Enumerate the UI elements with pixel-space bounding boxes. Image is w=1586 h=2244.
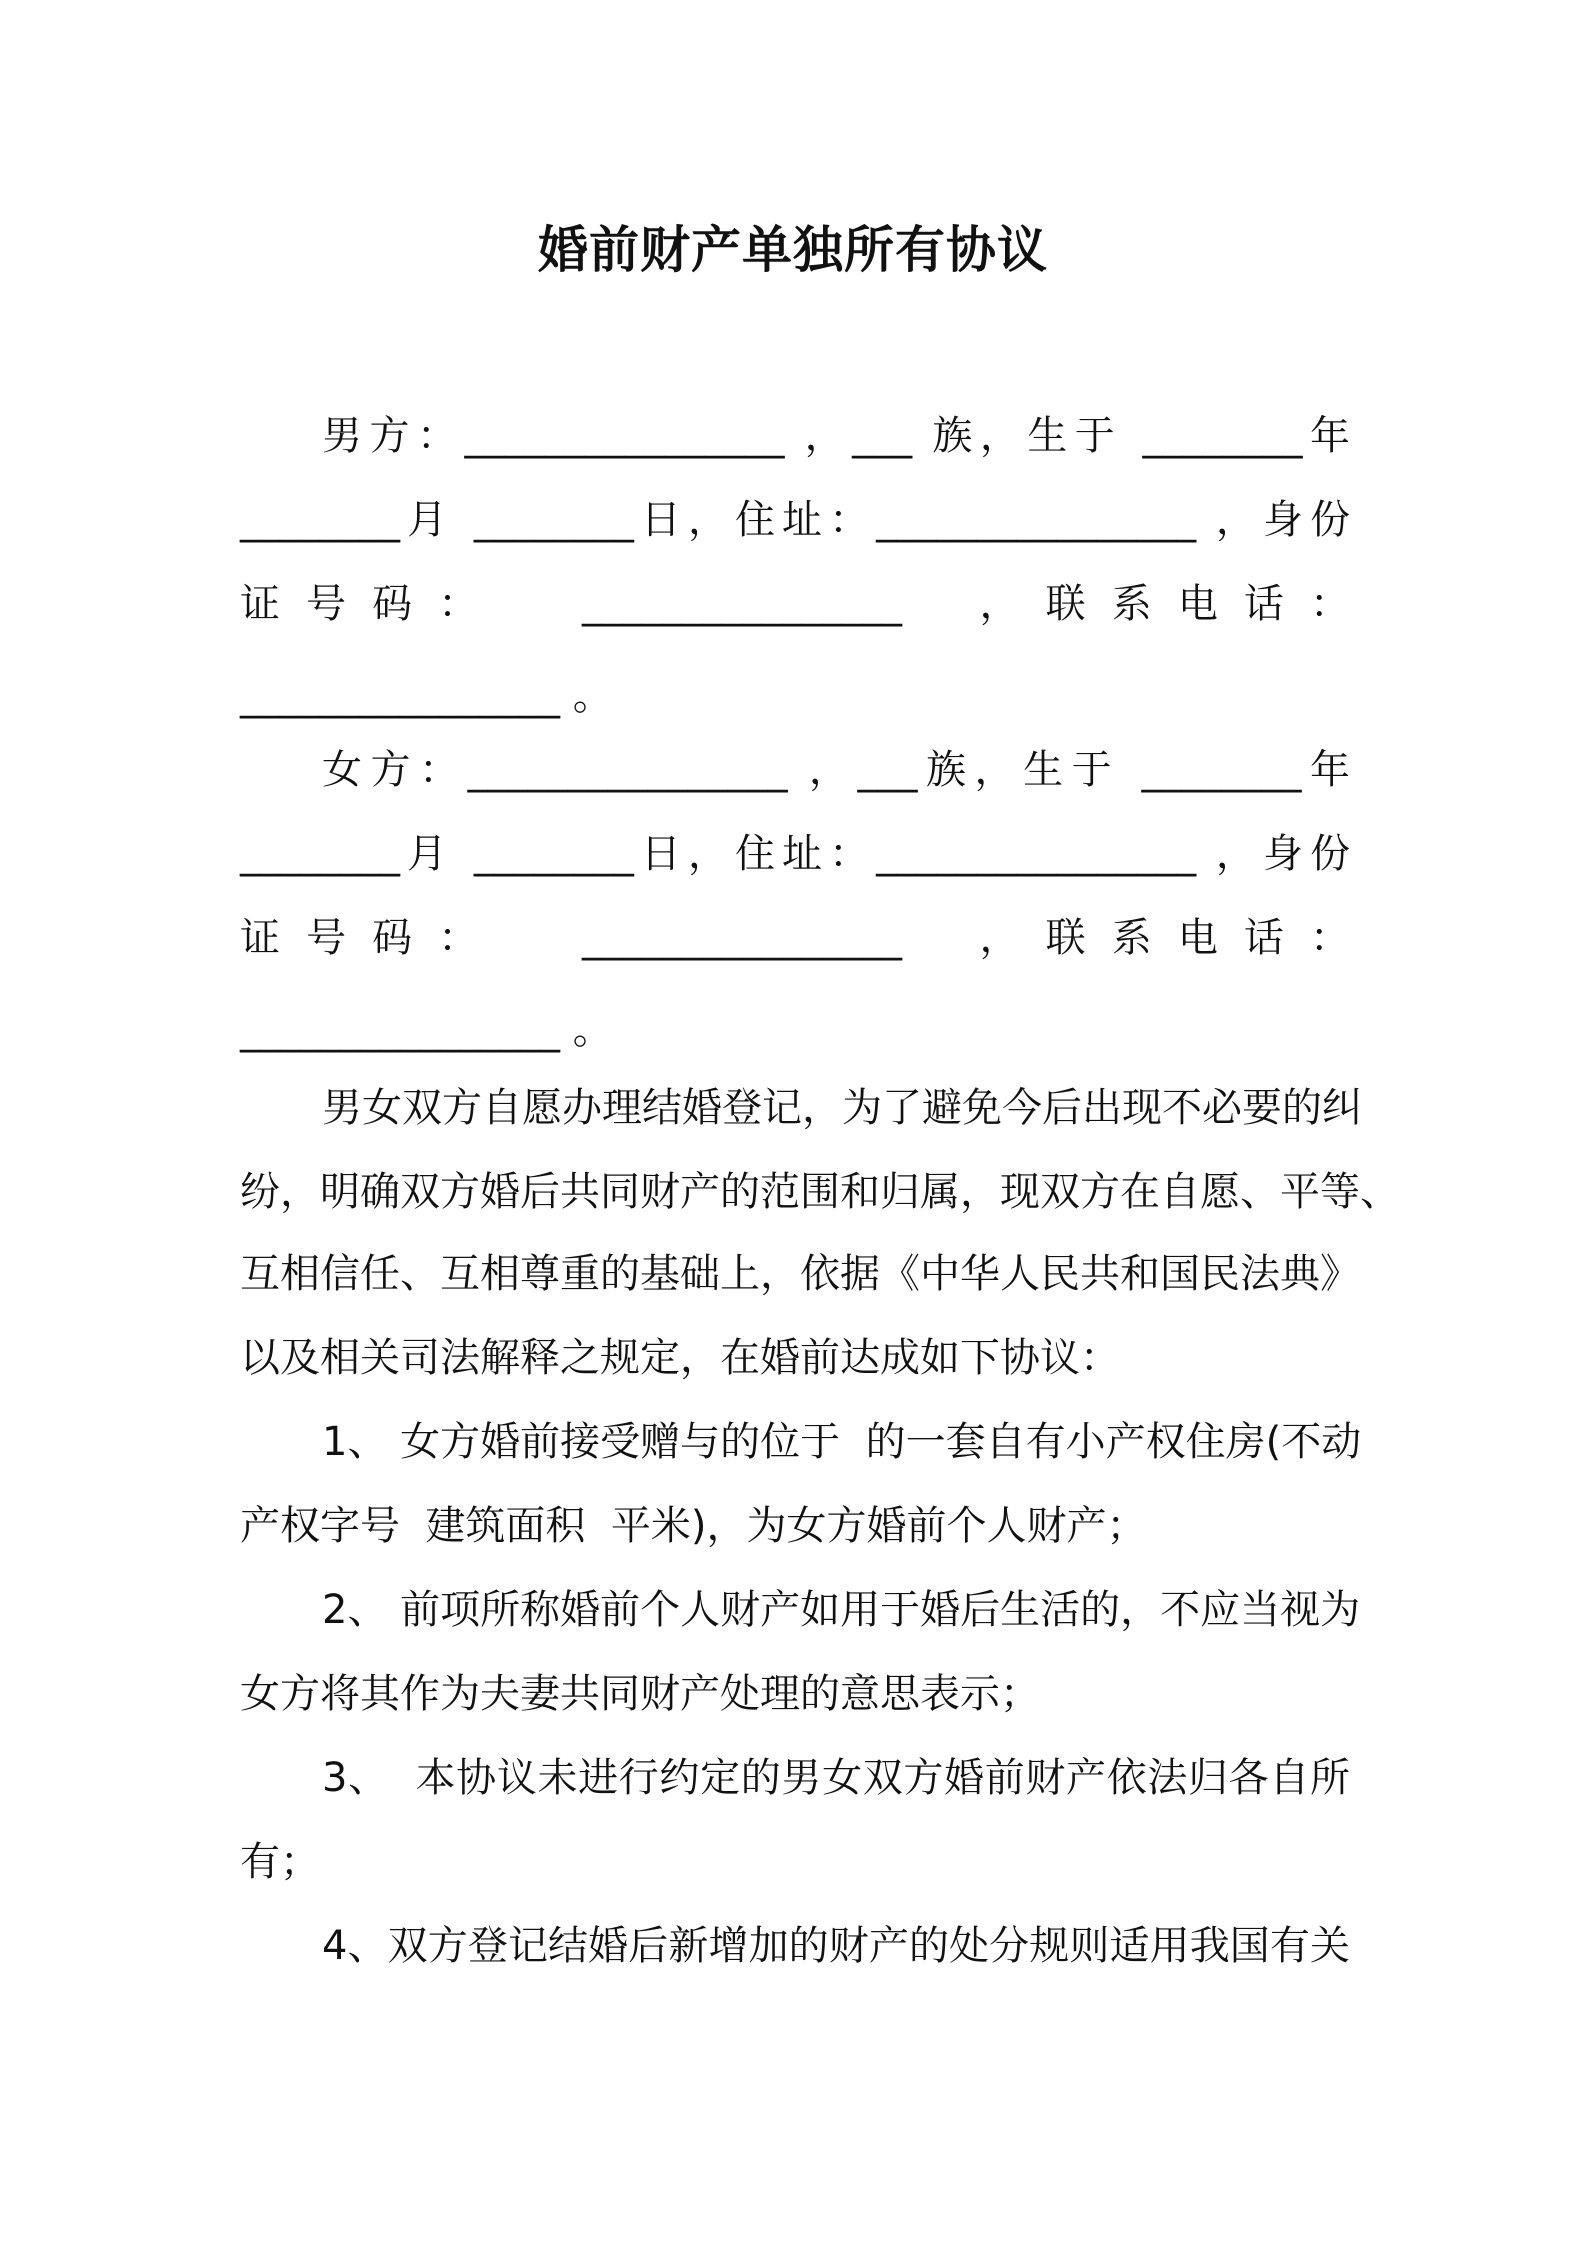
clause-3-line-1: 3、 本协议未进行约定的男女双方婚前财产依法归各自所 (322, 1755, 1350, 1801)
preamble-line-1: 男女双方自愿办理结婚登记，为了避免今后出现不必要的纠 (322, 1085, 1362, 1131)
preamble-line-3: 互相信任、互相尊重的基础上，依据《中华人民共和国民法典》 (240, 1251, 1360, 1297)
female-party-line-1: 女方：________________ ，___族，生于 ________年 (322, 747, 1350, 793)
female-party-line-2: ________月 ________日，住址：________________ ，身份 (240, 831, 1350, 877)
clause-1-line-1: 1、 女方婚前接受赠与的位于 的一套自有小产权住房(不动 (322, 1419, 1362, 1465)
male-party-line-1: 男方：________________ ，___ 族，生于 ________年 (322, 413, 1350, 459)
clause-2-line-2: 女方将其作为夫妻共同财产处理的意思表示； (240, 1671, 1040, 1717)
female-party-line-3: 证号码： ________________ ，联系电话： (240, 915, 1350, 961)
clause-1-line-2: 产权字号 建筑面积 平米)，为女方婚前个人财产； (240, 1503, 1147, 1549)
preamble-line-2: 纷，明确双方婚后共同财产的范围和归属，现双方在自愿、平等、 (240, 1169, 1400, 1215)
clause-2-line-1: 2、 前项所称婚前个人财产如用于婚后生活的，不应当视为 (322, 1587, 1361, 1633)
document-title: 婚前财产单独所有协议 (538, 221, 1048, 279)
female-party-line-4: ________________ 。 (240, 1007, 613, 1053)
clause-3-line-2: 有； (240, 1839, 320, 1885)
preamble-line-4: 以及相关司法解释之规定，在婚前达成如下协议： (240, 1335, 1120, 1381)
male-party-line-2: ________月 ________日，住址：________________ ，身份 (240, 497, 1350, 543)
male-party-line-3: 证号码： ________________ ，联系电话： (240, 581, 1350, 627)
male-party-line-4: ________________ 。 (240, 673, 613, 719)
clause-4-line-1: 4、双方登记结婚后新增加的财产的处分规则适用我国有关 (322, 1923, 1350, 1969)
